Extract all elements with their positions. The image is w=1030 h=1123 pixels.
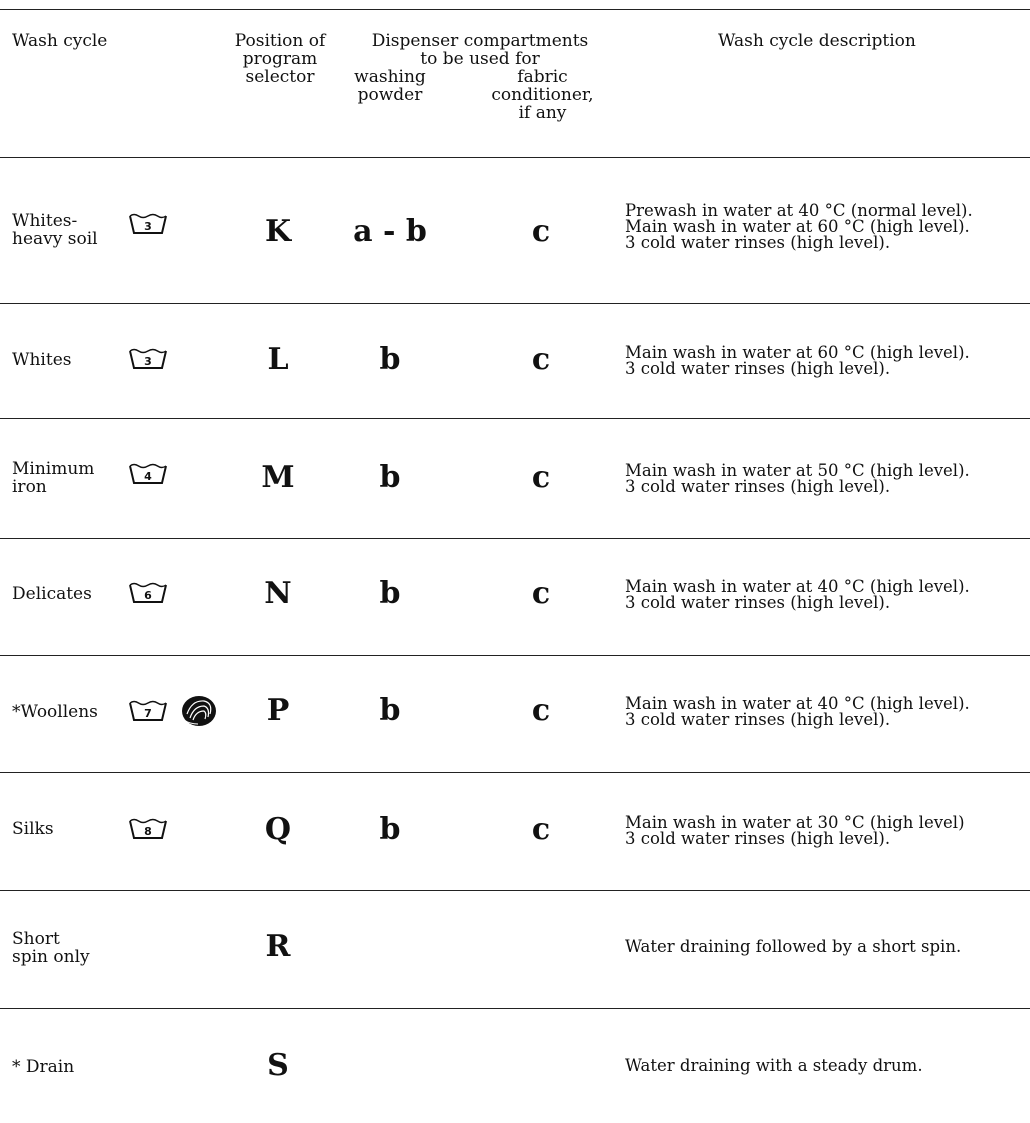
header-dispenser-line: to be used for [420, 49, 540, 69]
cycle-name-line: *Woollens [12, 702, 98, 722]
selector-letter: P [266, 693, 290, 728]
header-position-line: program [242, 49, 318, 69]
powder-compartment: a - b [353, 214, 427, 249]
header-powder-line: washing [354, 67, 426, 87]
cycle-description [625, 345, 1030, 377]
row-rule [0, 772, 1030, 773]
header-conditioner-line: conditioner, [491, 85, 594, 105]
wash-tub-icon [129, 818, 167, 840]
conditioner-compartment: c [531, 342, 551, 377]
conditioner-compartment: c [531, 693, 551, 728]
cycle-description [625, 1058, 1030, 1074]
conditioner-compartment: c [531, 214, 551, 249]
description-line: 3 cold water rinses (high level). [625, 593, 891, 612]
wash-tub-icon [129, 348, 167, 370]
selector-letter: N [264, 576, 292, 611]
cycle-name-line: Silks [12, 819, 54, 839]
description-line: Main wash in water at 60 °C (high level). [625, 343, 970, 362]
row-rule [0, 303, 1030, 304]
cycle-name [12, 460, 122, 496]
description-line: 3 cold water rinses (high level). [625, 477, 891, 496]
wash-tub-icon [129, 582, 167, 604]
powder-compartment: b [379, 576, 401, 611]
selector-letter: S [267, 1048, 289, 1083]
powder-compartment: b [379, 812, 401, 847]
cycle-name-line: Minimum [12, 459, 95, 479]
cycle-description [625, 203, 1030, 251]
row-rule [0, 538, 1030, 539]
cycle-description [625, 696, 1030, 728]
cycle-description [625, 815, 1030, 847]
header-conditioner-line: fabric [517, 67, 568, 87]
cycle-description [625, 939, 1030, 955]
powder-compartment: b [379, 342, 401, 377]
description-line: Main wash in water at 40 °C (high level). [625, 694, 970, 713]
selector-letter: L [267, 342, 289, 377]
description-line: 3 cold water rinses (high level). [625, 829, 891, 848]
cycle-name [12, 212, 122, 248]
description-line: Prewash in water at 40 °C (normal level). [625, 201, 973, 220]
selector-letter: K [264, 214, 292, 249]
tub-number: 8 [144, 825, 152, 838]
powder-compartment: b [379, 693, 401, 728]
row-rule [0, 655, 1030, 656]
cycle-name [12, 820, 122, 838]
cycle-name [12, 930, 122, 966]
conditioner-compartment: c [531, 460, 551, 495]
row-rule [0, 1008, 1030, 1009]
description-line: 3 cold water rinses (high level). [625, 233, 891, 252]
description-line: Water draining with a steady drum. [625, 1056, 923, 1075]
description-line: Water draining followed by a short spin. [625, 937, 962, 956]
description-line: Main wash in water at 60 °C (high level). [625, 217, 970, 236]
header-conditioner-line: if any [518, 103, 567, 123]
header-description: Wash cycle description [718, 31, 916, 51]
header-conditioner [480, 68, 605, 122]
row-rule [0, 890, 1030, 891]
tub-number: 3 [144, 220, 152, 233]
description-line: Main wash in water at 50 °C (high level). [625, 461, 970, 480]
cycle-name [12, 703, 122, 721]
tub-number: 6 [144, 589, 152, 602]
cycle-name [12, 585, 122, 603]
selector-letter: M [261, 460, 295, 495]
conditioner-compartment: c [531, 812, 551, 847]
cycle-description [625, 579, 1030, 611]
wash-tub-icon [129, 463, 167, 485]
powder-compartment: b [379, 460, 401, 495]
wash-tub-icon [129, 700, 167, 722]
selector-letter: Q [264, 812, 292, 847]
wash-tub-icon [129, 213, 167, 235]
header-dispenser-line: Dispenser compartments [371, 31, 589, 51]
cycle-name-line: Whites [12, 350, 72, 370]
cycle-name-line: iron [12, 477, 47, 497]
header-powder [340, 68, 440, 104]
cycle-name-line: Delicates [12, 584, 92, 604]
cycle-name-line: spin only [12, 947, 90, 967]
conditioner-compartment: c [531, 576, 551, 611]
description-line: Main wash in water at 30 °C (high level) [625, 813, 965, 832]
cycle-description [625, 463, 1030, 495]
cycle-name-line: heavy soil [12, 229, 98, 249]
cycle-name-line: Whites- [12, 211, 78, 231]
description-line: 3 cold water rinses (high level). [625, 710, 891, 729]
cycle-name-line: * Drain [12, 1057, 75, 1077]
tub-number: 4 [144, 470, 152, 483]
header-dispenser [350, 32, 610, 68]
cycle-name-line: Short [12, 929, 60, 949]
tub-number: 3 [144, 355, 152, 368]
tub-number: 7 [144, 707, 152, 720]
header-position-line: Position of [234, 31, 326, 51]
header-powder-line: powder [357, 85, 423, 105]
cycle-name [12, 1058, 122, 1076]
description-line: Main wash in water at 40 °C (high level). [625, 577, 970, 596]
header-wash-cycle: Wash cycle [12, 31, 108, 51]
header-position-line: selector [245, 67, 315, 87]
cycle-name [12, 351, 122, 369]
header-position [205, 32, 355, 86]
wool-ball-icon [180, 694, 218, 728]
table-top-rule [0, 9, 1030, 10]
header-rule [0, 157, 1030, 158]
row-rule [0, 418, 1030, 419]
selector-letter: R [265, 929, 291, 964]
description-line: 3 cold water rinses (high level). [625, 359, 891, 378]
